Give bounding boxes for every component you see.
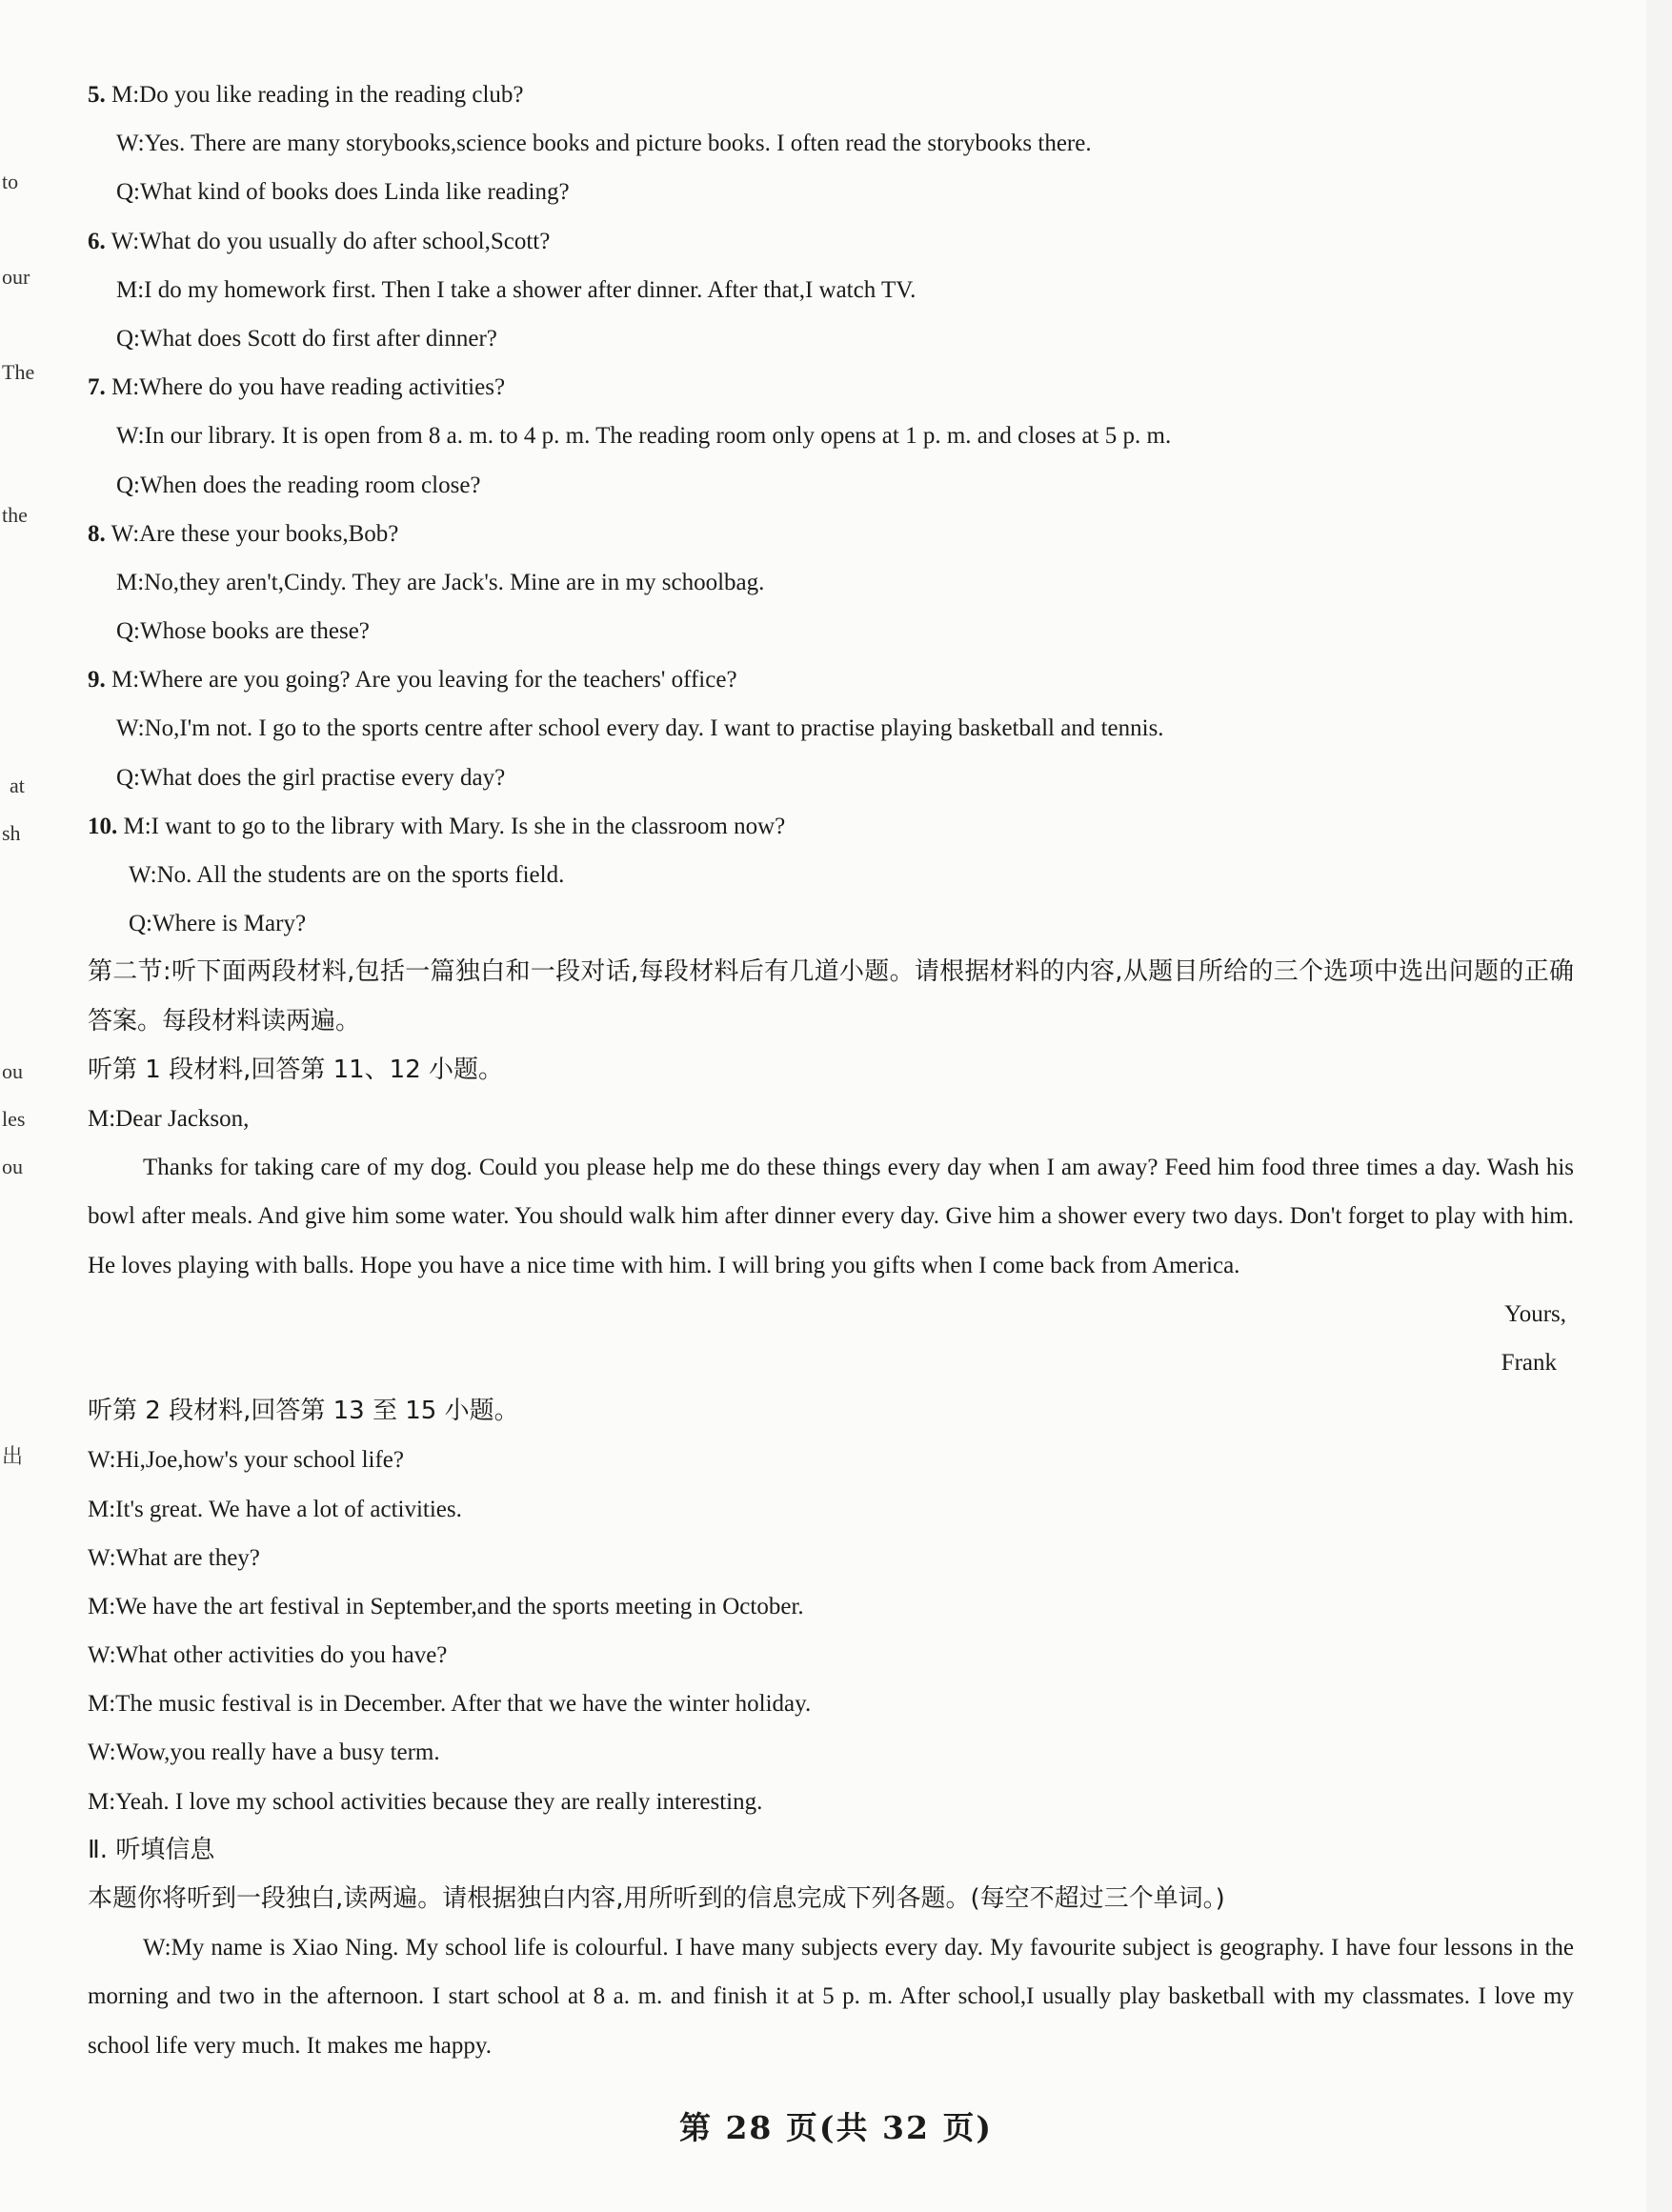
question-number: 6.: [88, 228, 106, 254]
dialogue-line: W:What are they?: [88, 1544, 260, 1571]
letter-signature: Frank: [1501, 1349, 1557, 1376]
dialogue-line: [88, 363, 1574, 412]
question-line: Q:Whose books are these?: [116, 618, 370, 645]
line-text: M:Where do you have reading activities?: [111, 374, 506, 401]
bleed-fragment: ou: [2, 1155, 23, 1178]
line-text: W:Are these your books,Bob?: [111, 520, 399, 547]
letter-salutation: M:Dear Jackson,: [88, 1105, 250, 1132]
line-text: M:I want to go to the library with Mary. Is she in the classroom now?: [123, 813, 786, 839]
bleed-fragment: at: [10, 774, 25, 797]
dialogue-line: W:No. All the students are on the sports field.: [129, 862, 565, 888]
question-number: 9.: [88, 667, 106, 694]
dialogue-line: W:Hi,Joe,how's your school life?: [88, 1447, 404, 1474]
dialogue-line: W:Yes. There are many storybooks,science books and picture books. I often read the storybooks there.: [116, 131, 1092, 157]
dialogue-line: [88, 217, 1574, 266]
dialogue-line: W:In our library. It is open from 8 a. m. to 4 p. m. The reading room only opens at 1 p. m. and closes at 5 p. m.: [116, 423, 1172, 450]
question-line: Q:What does Scott do first after dinner?: [116, 325, 497, 352]
page-content: [88, 70, 1574, 2070]
question-line: Q:Where is Mary?: [129, 911, 307, 937]
question-number: 10.: [88, 813, 118, 839]
dialogue-line: [88, 655, 1574, 704]
material-heading: 听第 1 段材料,回答第 11、12 小题。: [88, 1055, 504, 1084]
material-heading: 听第 2 段材料,回答第 13 至 15 小题。: [88, 1397, 519, 1426]
letter-closing: Yours,: [1504, 1300, 1566, 1327]
bleed-fragment: 出: [2, 1444, 24, 1468]
dialogue-line: M:It's great. We have a lot of activities.: [88, 1496, 462, 1522]
part-instructions: 本题你将听到一段独白,读两遍。请根据独白内容,用所听到的信息完成下列各题。(每空不超过三个单词。): [88, 1884, 1225, 1914]
left-margin-bleed-text: [0, 0, 38, 2212]
dialogue-line: M:We have the art festival in September,and the sports meeting in October.: [88, 1593, 804, 1619]
monologue-text: W:My name is Xiao Ning. My school life is colourful. I have many subjects every day. My favourite subject is geography. I have four lessons in the morning and two in the afternoon. I start school at 8 a. m. and finish it at 5 p. m. After school,I usually play basketball with my classmates. I love my school life very much. It makes me happy.: [88, 1935, 1574, 2059]
question-number: 7.: [88, 374, 106, 401]
dialogue-line: [88, 510, 1574, 558]
dialogue-line: M:No,they aren't,Cindy. They are Jack's. Mine are in my schoolbag.: [116, 569, 765, 595]
bleed-fragment: to: [2, 170, 19, 193]
line-text: M:Do you like reading in the reading club?: [111, 82, 524, 108]
bleed-fragment: ou: [2, 1059, 23, 1083]
question-number: 5.: [88, 82, 106, 108]
dialogue-line: M:The music festival is in December. After that we have the winter holiday.: [88, 1691, 812, 1718]
dialogue-line: W:No,I'm not. I go to the sports centre after school every day. I want to practise playing basketball and tennis.: [116, 715, 1164, 742]
dialogue-line: [88, 802, 1574, 851]
section-instructions: 第二节:听下面两段材料,包括一篇独白和一段对话,每段材料后有几道小题。请根据材料的内容,从题目所给的三个选项中选出问题的正确答案。每段材料读两遍。: [88, 957, 1574, 1036]
question-number: 8.: [88, 520, 106, 547]
dialogue-line: M:Yeah. I love my school activities because they are really interesting.: [88, 1788, 763, 1815]
question-line: Q:What kind of books does Linda like reading?: [116, 179, 570, 206]
bleed-fragment: The: [2, 360, 35, 384]
bleed-fragment: the: [2, 503, 28, 527]
question-line: Q:What does the girl practise every day?: [116, 764, 506, 791]
line-text: M:Where are you going? Are you leaving for the teachers' office?: [111, 667, 737, 694]
bleed-fragment: sh: [2, 821, 21, 845]
bleed-fragment: les: [2, 1107, 26, 1131]
dialogue-line: M:I do my homework first. Then I take a shower after dinner. After that,I watch TV.: [116, 276, 917, 303]
dialogue-line: W:What other activities do you have?: [88, 1642, 448, 1669]
line-text: W:What do you usually do after school,Scott?: [111, 228, 551, 254]
dialogue-line: W:Wow,you really have a busy term.: [88, 1739, 440, 1766]
bleed-fragment: our: [2, 265, 30, 289]
letter-body: Thanks for taking care of my dog. Could you please help me do these things every day when I am away? Feed him food three times a day. Wash his bowl after meals. And give him some water. You should walk him after dinner every day. Give him a shower every two days. Don't forget to play with him. He loves playing with balls. Hope you have a nice time with him. I will bring you gifts when I come back from America.: [88, 1155, 1574, 1278]
dialogue-line: [88, 70, 1574, 119]
part-heading: Ⅱ. 听填信息: [88, 1835, 215, 1864]
question-line: Q:When does the reading room close?: [116, 472, 481, 498]
page-footer: 第 28 页(共 32 页): [678, 2109, 994, 2146]
